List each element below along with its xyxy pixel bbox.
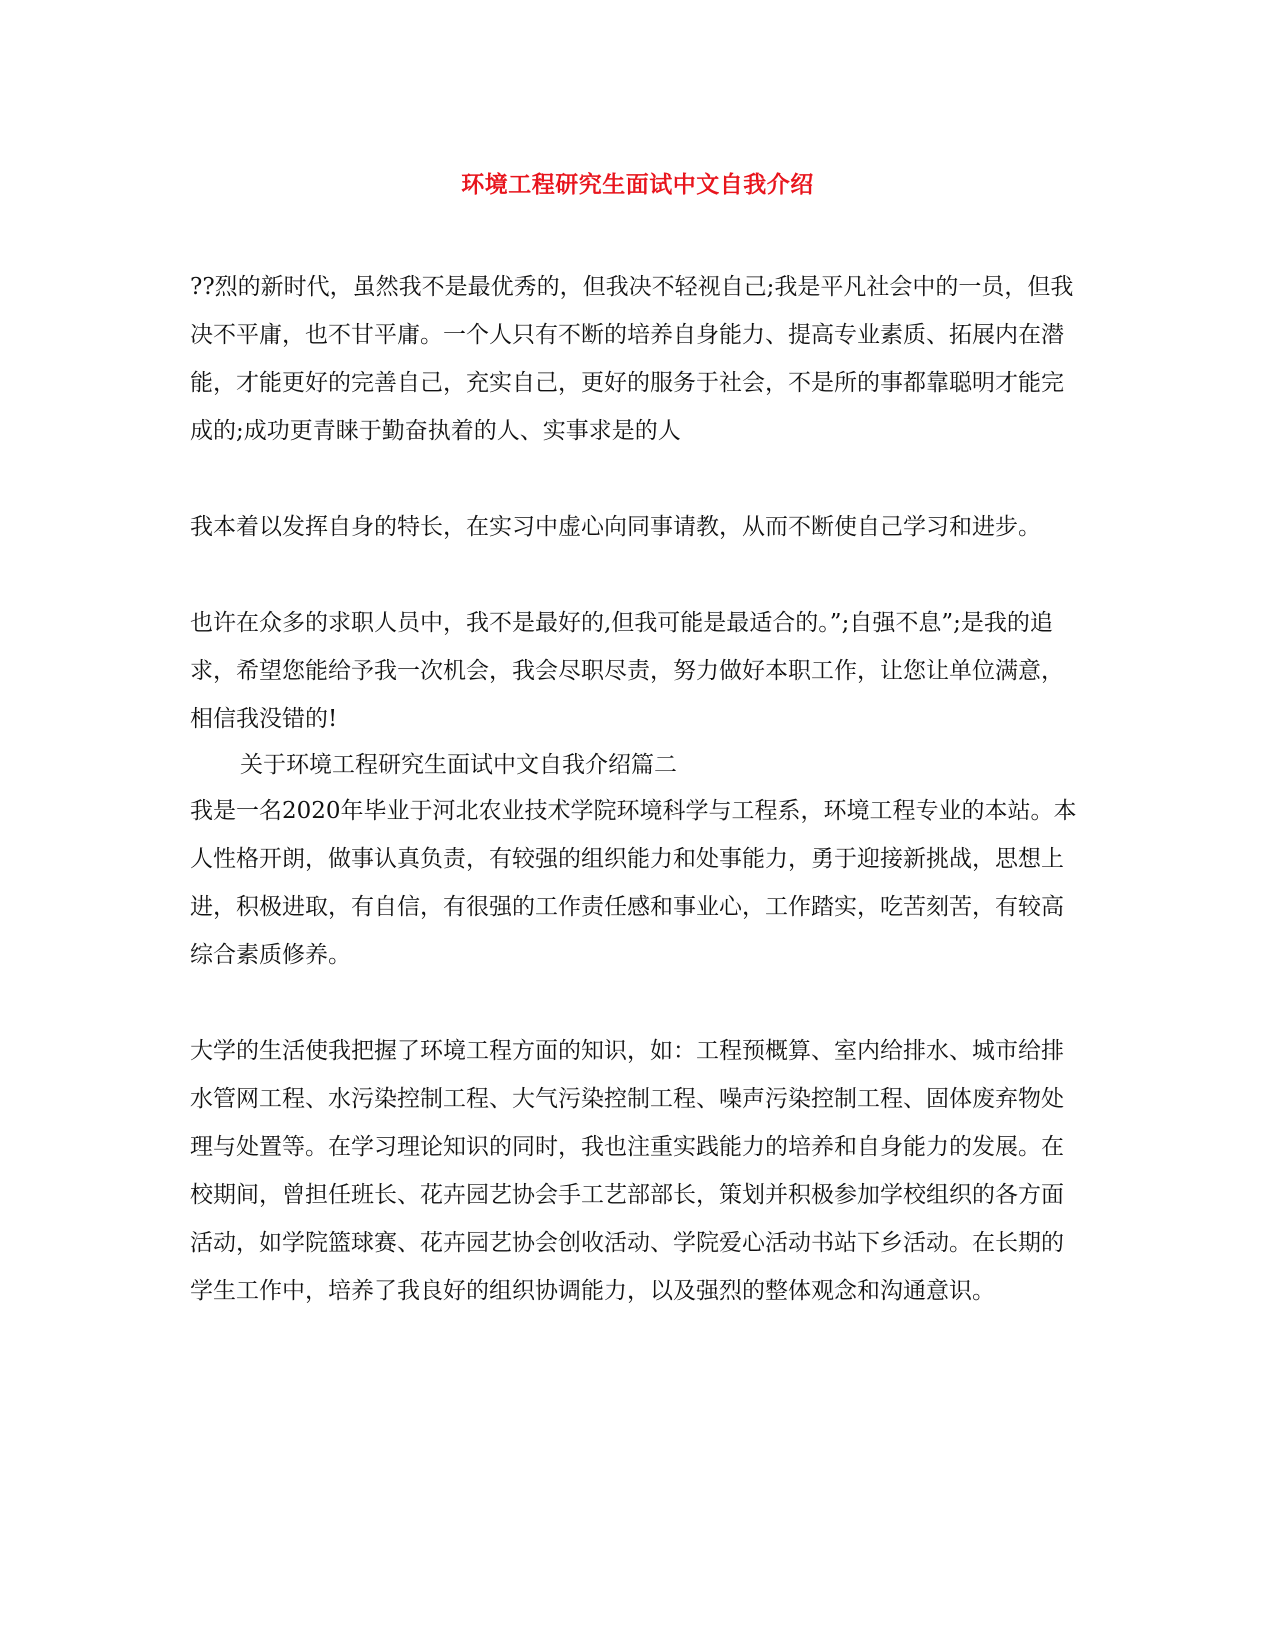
paragraph-gap: [190, 455, 1080, 503]
paragraph-5: 大学的生活使我把握了环境工程方面的知识，如：工程预概算、室内给排水、城市给排水管网工程、水污染控制工程、大气污染控制工程、噪声污染控制工程、固体废弃物处理与处置等。在学习理论知识的同时，我也注重实践能力的培养和自身能力的发展。在校期间，曾担任班长、花卉园艺协会手工艺部部长，策划并积极参加学校组织的各方面活动，如学院篮球赛、花卉园艺协会创收活动、学院爱心活动书站下乡活动。在长期的学生工作中，培养了我良好的组织协调能力，以及强烈的整体观念和沟通意识。: [190, 1038, 1064, 1304]
paragraph-2: 我本着以发挥自身的特长，在实习中虚心向同事请教，从而不断使自己学习和进步。: [190, 514, 1041, 540]
paragraph-3: 也许在众多的求职人员中，我不是最好的,但我可能是最适合的。”;自强不息”;是我的追求，希望您能给予我一次机会，我会尽职尽责，努力做好本职工作，让您让单位满意，相信我没错的!: [190, 610, 1064, 732]
paragraph-gap: [190, 979, 1080, 1027]
section-heading: 关于环境工程研究生面试中文自我介绍篇二: [240, 752, 677, 778]
paragraph-4: 我是一名2020年毕业于河北农业技术学院环境科学与工程系，环境工程专业的本站。本人性格开朗，做事认真负责，有较强的组织能力和处事能力，勇于迎接新挑战，思想上进，积极进取，有自信，有很强的工作责任感和事业心，工作踏实，吃苦刻苦，有较高综合素质修养。: [190, 798, 1077, 968]
paragraph-1: ??烈的新时代，虽然我不是最优秀的，但我决不轻视自己;我是平凡社会中的一员，但我决不平庸，也不甘平庸。一个人只有不断的培养自身能力、提高专业素质、拓展内在潜能，才能更好的完善自己，充实自己，更好的服务于社会，不是所的事都靠聪明才能完成的;成功更青睐于勤奋执着的人、实事求是的人: [190, 274, 1074, 444]
paragraph-gap: [190, 551, 1080, 599]
document-title: 环境工程研究生面试中文自我介绍: [461, 171, 814, 198]
document-body: [190, 263, 1080, 1315]
